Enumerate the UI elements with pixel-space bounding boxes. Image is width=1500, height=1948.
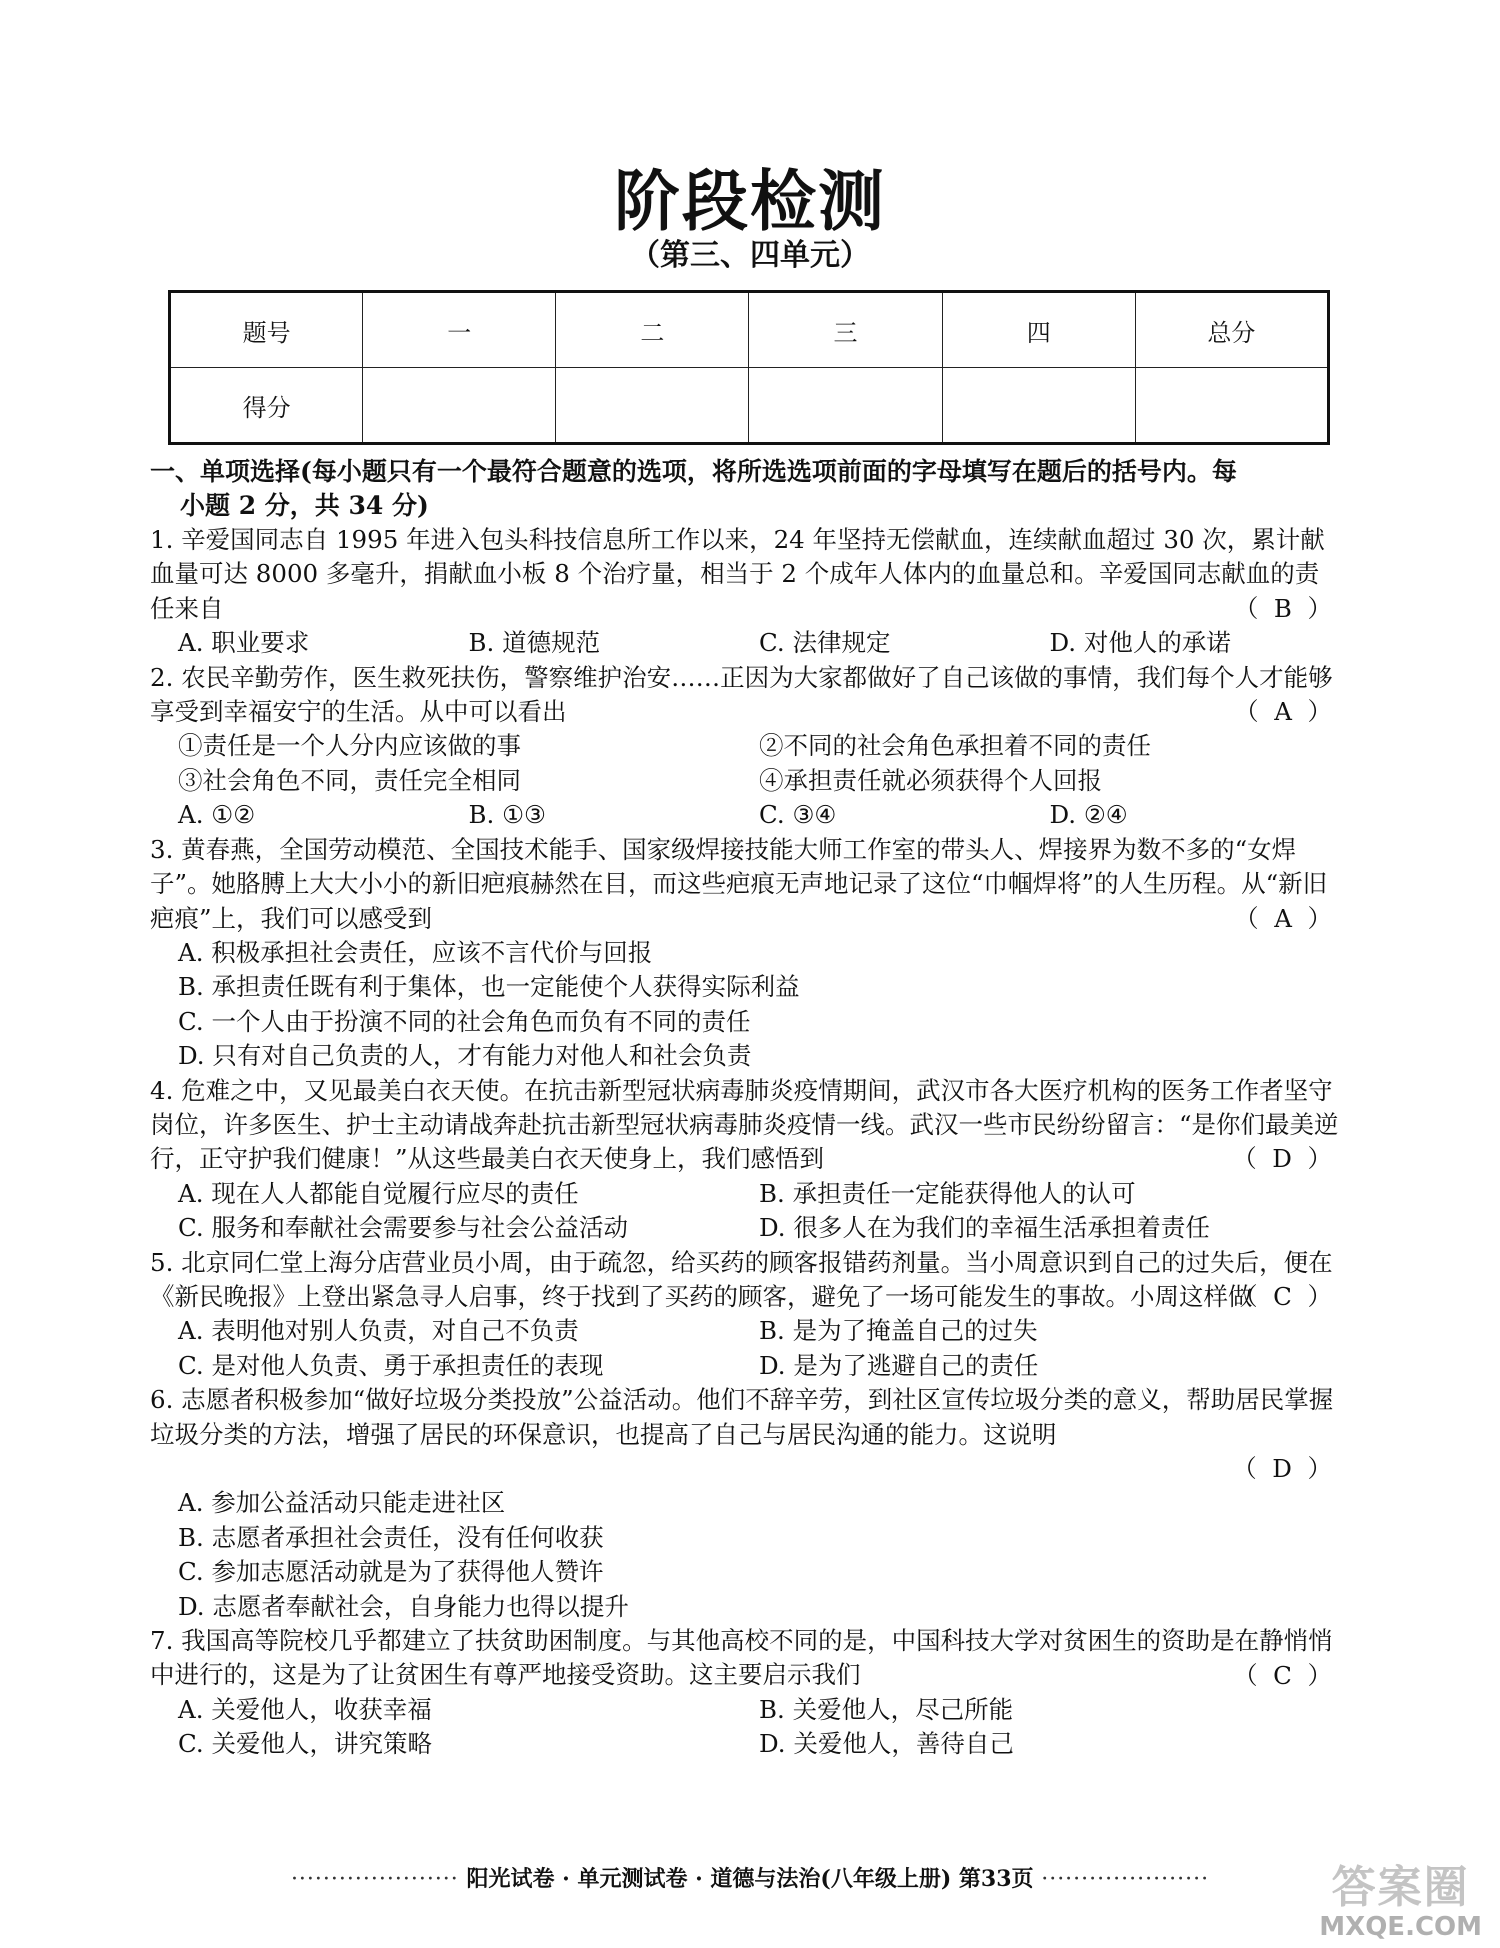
question-6 bbox=[150, 1383, 1340, 1486]
option: D. 关爱他人，善待自己 bbox=[759, 1729, 1014, 1759]
score-cell: 三 bbox=[749, 292, 942, 368]
score-cell: 题号 bbox=[170, 292, 363, 368]
score-cell bbox=[749, 368, 942, 444]
question-2-statements bbox=[150, 729, 1340, 763]
watermark-logo: 答案圈 bbox=[1331, 1862, 1470, 1913]
answer-bracket: （ C ） bbox=[1233, 1660, 1332, 1690]
option: D. ②④ bbox=[1049, 800, 1128, 830]
option: D. 只有对自己负责的人，才有能力对他人和社会负责 bbox=[178, 1041, 752, 1071]
statement: ③社会角色不同，责任完全相同 bbox=[178, 765, 521, 795]
page-subtitle: （第三、四单元） bbox=[630, 238, 870, 273]
option: A. 积极承担社会责任，应该不言代价与回报 bbox=[178, 937, 653, 967]
option: C. 关爱他人，讲究策略 bbox=[178, 1729, 432, 1759]
question-stem: 6. 志愿者积极参加“做好垃圾分类投放”公益活动。他们不辞辛劳，到社区宣传垃圾分类的意义，帮助居民掌握垃圾分类的方法，增强了居民的环保意识，也提高了自己与居民沟通的能力。这说明 bbox=[150, 1385, 1334, 1449]
option: D. 志愿者奉献社会，自身能力也得以提升 bbox=[178, 1591, 629, 1621]
question-5 bbox=[150, 1246, 1340, 1315]
answer-bracket: （ B ） bbox=[1233, 593, 1332, 623]
question-3 bbox=[150, 833, 1340, 936]
option: A. 表明他对别人负责，对自己不负责 bbox=[178, 1316, 579, 1346]
exam-content bbox=[150, 455, 1340, 1762]
option: B. 道德规范 bbox=[468, 628, 601, 658]
option: C. 是对他人负责、勇于承担责任的表现 bbox=[178, 1350, 604, 1380]
option: D. 是为了逃避自己的责任 bbox=[759, 1350, 1039, 1380]
answer-bracket: （ D ） bbox=[1232, 1144, 1332, 1174]
option: A. 职业要求 bbox=[178, 628, 310, 658]
option: A. 关爱他人，收获幸福 bbox=[178, 1694, 432, 1724]
option: A. 参加公益活动只能走进社区 bbox=[178, 1488, 506, 1518]
footer-dots-right: ····················· bbox=[1041, 1867, 1210, 1892]
option: D. 很多人在为我们的幸福生活承担着责任 bbox=[759, 1213, 1210, 1243]
question-stem: 3. 黄春燕，全国劳动模范、全国技术能手、国家级焊接技能大师工作室的带头人、焊接界为数不多的“女焊子”。她胳膊上大大小小的新旧疤痕赫然在目，而这些疤痕无声地记录了这位“巾帼焊将”的人生历程。从“新旧疤痕”上，我们可以感受到 bbox=[150, 834, 1328, 933]
score-cell: 二 bbox=[556, 292, 749, 368]
option: A. ①② bbox=[178, 800, 256, 830]
option: B. 关爱他人，尽己所能 bbox=[759, 1694, 1014, 1724]
option: C. 法律规定 bbox=[759, 628, 891, 658]
score-cell bbox=[1135, 368, 1328, 444]
score-cell bbox=[556, 368, 749, 444]
option: B. ①③ bbox=[468, 800, 547, 830]
question-2-options bbox=[150, 798, 1340, 832]
question-1 bbox=[150, 523, 1340, 626]
question-4-options bbox=[150, 1177, 1340, 1211]
score-cell: 总分 bbox=[1135, 292, 1328, 368]
score-cell bbox=[363, 368, 556, 444]
footer-text: 阳光试卷 · 单元测试卷 · 道德与法治(八年级上册) 第33页 bbox=[466, 1866, 1034, 1892]
option: C. ③④ bbox=[759, 800, 837, 830]
answer-bracket: （ C ） bbox=[1233, 1282, 1332, 1312]
option: B. 是为了掩盖自己的过失 bbox=[759, 1316, 1038, 1346]
option: B. 承担责任既有利于集体，也一定能使个人获得实际利益 bbox=[178, 972, 800, 1002]
option: C. 一个人由于扮演不同的社会角色而负有不同的责任 bbox=[178, 1006, 751, 1036]
section-heading-line1: 一、单项选择(每小题只有一个最符合题意的选项，将所选选项前面的字母填写在题后的括号内。每 bbox=[150, 457, 1237, 486]
answer-bracket: （ D ） bbox=[1232, 1454, 1332, 1484]
option: C. 服务和奉献社会需要参与社会公益活动 bbox=[178, 1213, 628, 1243]
option: C. 参加志愿活动就是为了获得他人赞许 bbox=[178, 1557, 604, 1587]
section-heading-line2: 小题 2 分，共 34 分) bbox=[180, 491, 429, 520]
question-stem: 5. 北京同仁堂上海分店营业员小周，由于疏忽，给买药的顾客报错药剂量。当小周意识到自己的过失后，便在《新民晚报》上登出紧急寻人启事，终于找到了买药的顾客，避免了一场可能发生的事故。小周这样做 bbox=[150, 1247, 1333, 1311]
question-5-options bbox=[150, 1349, 1340, 1383]
page-title: 阶段检测 bbox=[614, 162, 886, 240]
option: A. 现在人人都能自觉履行应尽的责任 bbox=[178, 1178, 579, 1208]
watermark bbox=[1319, 1864, 1482, 1942]
answer-bracket: （ A ） bbox=[1234, 903, 1332, 933]
question-stem: 1. 辛爱国同志自 1995 年进入包头科技信息所工作以来，24 年坚持无偿献血，连续献血超过 30 次，累计献血量可达 8000 多毫升，捐献血小板 8 个治疗量，相当于 2 个成年人体内的血量总和。辛爱国同志献血的责任来自 bbox=[150, 525, 1325, 623]
question-7 bbox=[150, 1624, 1340, 1693]
score-cell: 得分 bbox=[170, 368, 363, 444]
statement: ①责任是一个人分内应该做的事 bbox=[178, 731, 521, 761]
question-stem: 4. 危难之中，又见最美白衣天使。在抗击新型冠状病毒肺炎疫情期间，武汉市各大医疗机构的医务工作者坚守岗位，许多医生、护士主动请战奔赴抗击新型冠状病毒肺炎疫情一线。武汉一些市民纷纷留言：“是你们最美逆行，正守护我们健康！”从这些最美白衣天使身上，我们感悟到 bbox=[150, 1075, 1339, 1174]
score-table-header-row bbox=[170, 292, 1329, 368]
question-stem: 2. 农民辛勤劳作，医生救死扶伤，警察维护治安……正因为大家都做好了自己该做的事情，我们每个人才能够享受到幸福安宁的生活。从中可以看出 bbox=[150, 662, 1333, 727]
question-stem: 7. 我国高等院校几乎都建立了扶贫助困制度。与其他高校不同的是，中国科技大学对贫困生的资助是在静悄悄中进行的，这是为了让贫困生有尊严地接受资助。这主要启示我们 bbox=[150, 1626, 1333, 1690]
option: B. 志愿者承担社会责任，没有任何收获 bbox=[178, 1522, 604, 1552]
score-table bbox=[168, 290, 1330, 445]
question-1-options bbox=[150, 626, 1340, 660]
footer-dots-left: ····················· bbox=[290, 1867, 459, 1892]
watermark-url: MXQE.COM bbox=[1319, 1912, 1482, 1942]
question-2 bbox=[150, 661, 1340, 730]
section-heading bbox=[150, 455, 1340, 523]
option: D. 对他人的承诺 bbox=[1049, 628, 1231, 658]
question-4 bbox=[150, 1074, 1340, 1177]
score-cell bbox=[942, 368, 1135, 444]
statement: ②不同的社会角色承担着不同的责任 bbox=[759, 731, 1151, 761]
score-cell: 四 bbox=[942, 292, 1135, 368]
question-4-options bbox=[150, 1211, 1340, 1245]
page-footer bbox=[190, 1862, 1310, 1893]
statement: ④承担责任就必须获得个人回报 bbox=[759, 765, 1102, 795]
question-2-statements bbox=[150, 764, 1340, 798]
question-5-options bbox=[150, 1314, 1340, 1348]
score-table-score-row bbox=[170, 368, 1329, 444]
question-7-options bbox=[150, 1727, 1340, 1761]
question-7-options bbox=[150, 1693, 1340, 1727]
answer-bracket: （ A ） bbox=[1234, 697, 1332, 727]
option: B. 承担责任一定能获得他人的认可 bbox=[759, 1178, 1136, 1208]
score-cell: 一 bbox=[363, 292, 556, 368]
